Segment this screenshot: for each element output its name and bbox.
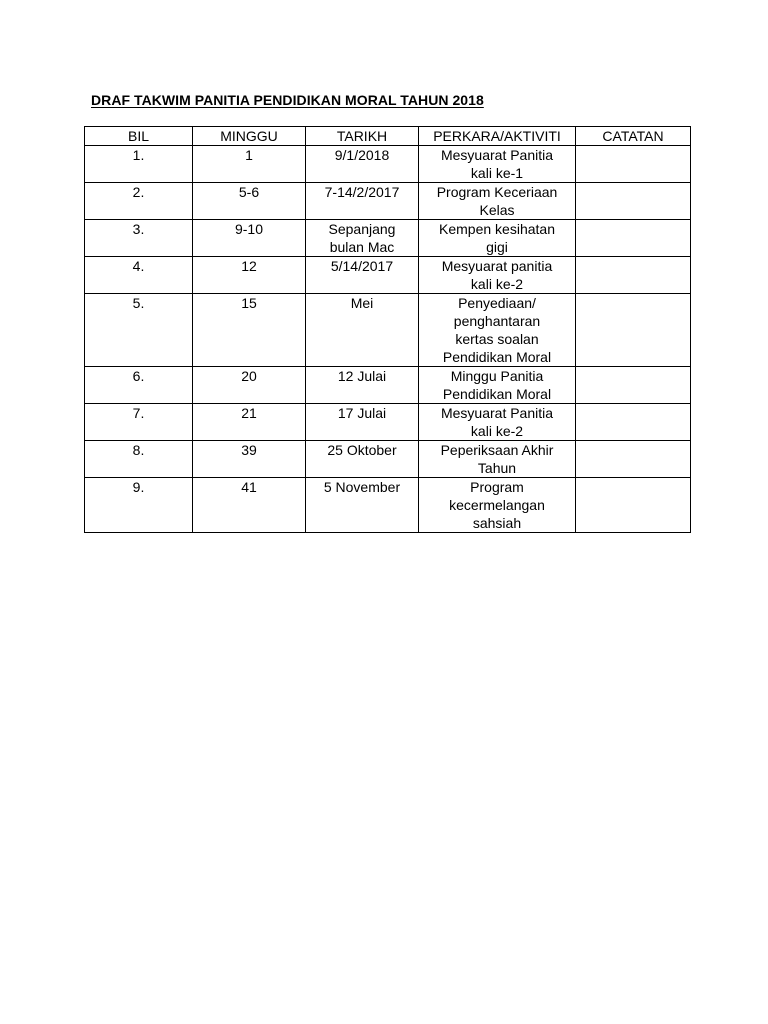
table-header-row (85, 127, 691, 146)
header-tarikh: TARIKH (306, 127, 419, 146)
cell-tarikh: 17 Julai (306, 404, 419, 441)
cell-perkara: Peperiksaan Akhir Tahun (419, 441, 576, 478)
cell-minggu: 5-6 (193, 183, 306, 220)
cell-minggu: 39 (193, 441, 306, 478)
cell-tarikh: Sepanjang bulan Mac (306, 220, 419, 257)
cell-bil: 7. (85, 404, 193, 441)
schedule-table (84, 126, 691, 533)
table-row (85, 183, 691, 220)
cell-bil: 6. (85, 367, 193, 404)
header-minggu: MINGGU (193, 127, 306, 146)
cell-catatan (576, 404, 691, 441)
cell-tarikh: 25 Oktober (306, 441, 419, 478)
cell-bil: 5. (85, 294, 193, 367)
cell-minggu: 1 (193, 146, 306, 183)
cell-bil: 8. (85, 441, 193, 478)
cell-catatan (576, 441, 691, 478)
cell-minggu: 9-10 (193, 220, 306, 257)
table-row (85, 294, 691, 367)
document-title: DRAF TAKWIM PANITIA PENDIDIKAN MORAL TAHUN 2018 (91, 92, 484, 108)
table-row (85, 441, 691, 478)
cell-catatan (576, 294, 691, 367)
cell-perkara: Program Keceriaan Kelas (419, 183, 576, 220)
cell-tarikh: 5/14/2017 (306, 257, 419, 294)
header-perkara-aktiviti: PERKARA/AKTIVITI (419, 127, 576, 146)
cell-tarikh: Mei (306, 294, 419, 367)
cell-bil: 4. (85, 257, 193, 294)
cell-minggu: 21 (193, 404, 306, 441)
table-row (85, 257, 691, 294)
table-row (85, 220, 691, 257)
cell-catatan (576, 257, 691, 294)
cell-minggu: 20 (193, 367, 306, 404)
cell-catatan (576, 367, 691, 404)
cell-perkara: Program kecermelangan sahsiah (419, 478, 576, 533)
cell-bil: 9. (85, 478, 193, 533)
cell-tarikh: 5 November (306, 478, 419, 533)
cell-perkara: Penyediaan/ penghantaran kertas soalan Pendidikan Moral (419, 294, 576, 367)
cell-catatan (576, 220, 691, 257)
cell-tarikh: 12 Julai (306, 367, 419, 404)
table-row (85, 478, 691, 533)
cell-perkara: Mesyuarat Panitia kali ke-2 (419, 404, 576, 441)
cell-minggu: 15 (193, 294, 306, 367)
cell-minggu: 12 (193, 257, 306, 294)
cell-catatan (576, 146, 691, 183)
table-row (85, 367, 691, 404)
header-bil: BIL (85, 127, 193, 146)
header-catatan: CATATAN (576, 127, 691, 146)
cell-bil: 2. (85, 183, 193, 220)
cell-tarikh: 7-14/2/2017 (306, 183, 419, 220)
cell-bil: 1. (85, 146, 193, 183)
cell-catatan (576, 478, 691, 533)
cell-perkara: Mesyuarat Panitia kali ke-1 (419, 146, 576, 183)
table-row (85, 404, 691, 441)
cell-perkara: Mesyuarat panitia kali ke-2 (419, 257, 576, 294)
table-row (85, 146, 691, 183)
cell-catatan (576, 183, 691, 220)
cell-perkara: Minggu Panitia Pendidikan Moral (419, 367, 576, 404)
cell-tarikh: 9/1/2018 (306, 146, 419, 183)
cell-minggu: 41 (193, 478, 306, 533)
cell-bil: 3. (85, 220, 193, 257)
cell-perkara: Kempen kesihatan gigi (419, 220, 576, 257)
